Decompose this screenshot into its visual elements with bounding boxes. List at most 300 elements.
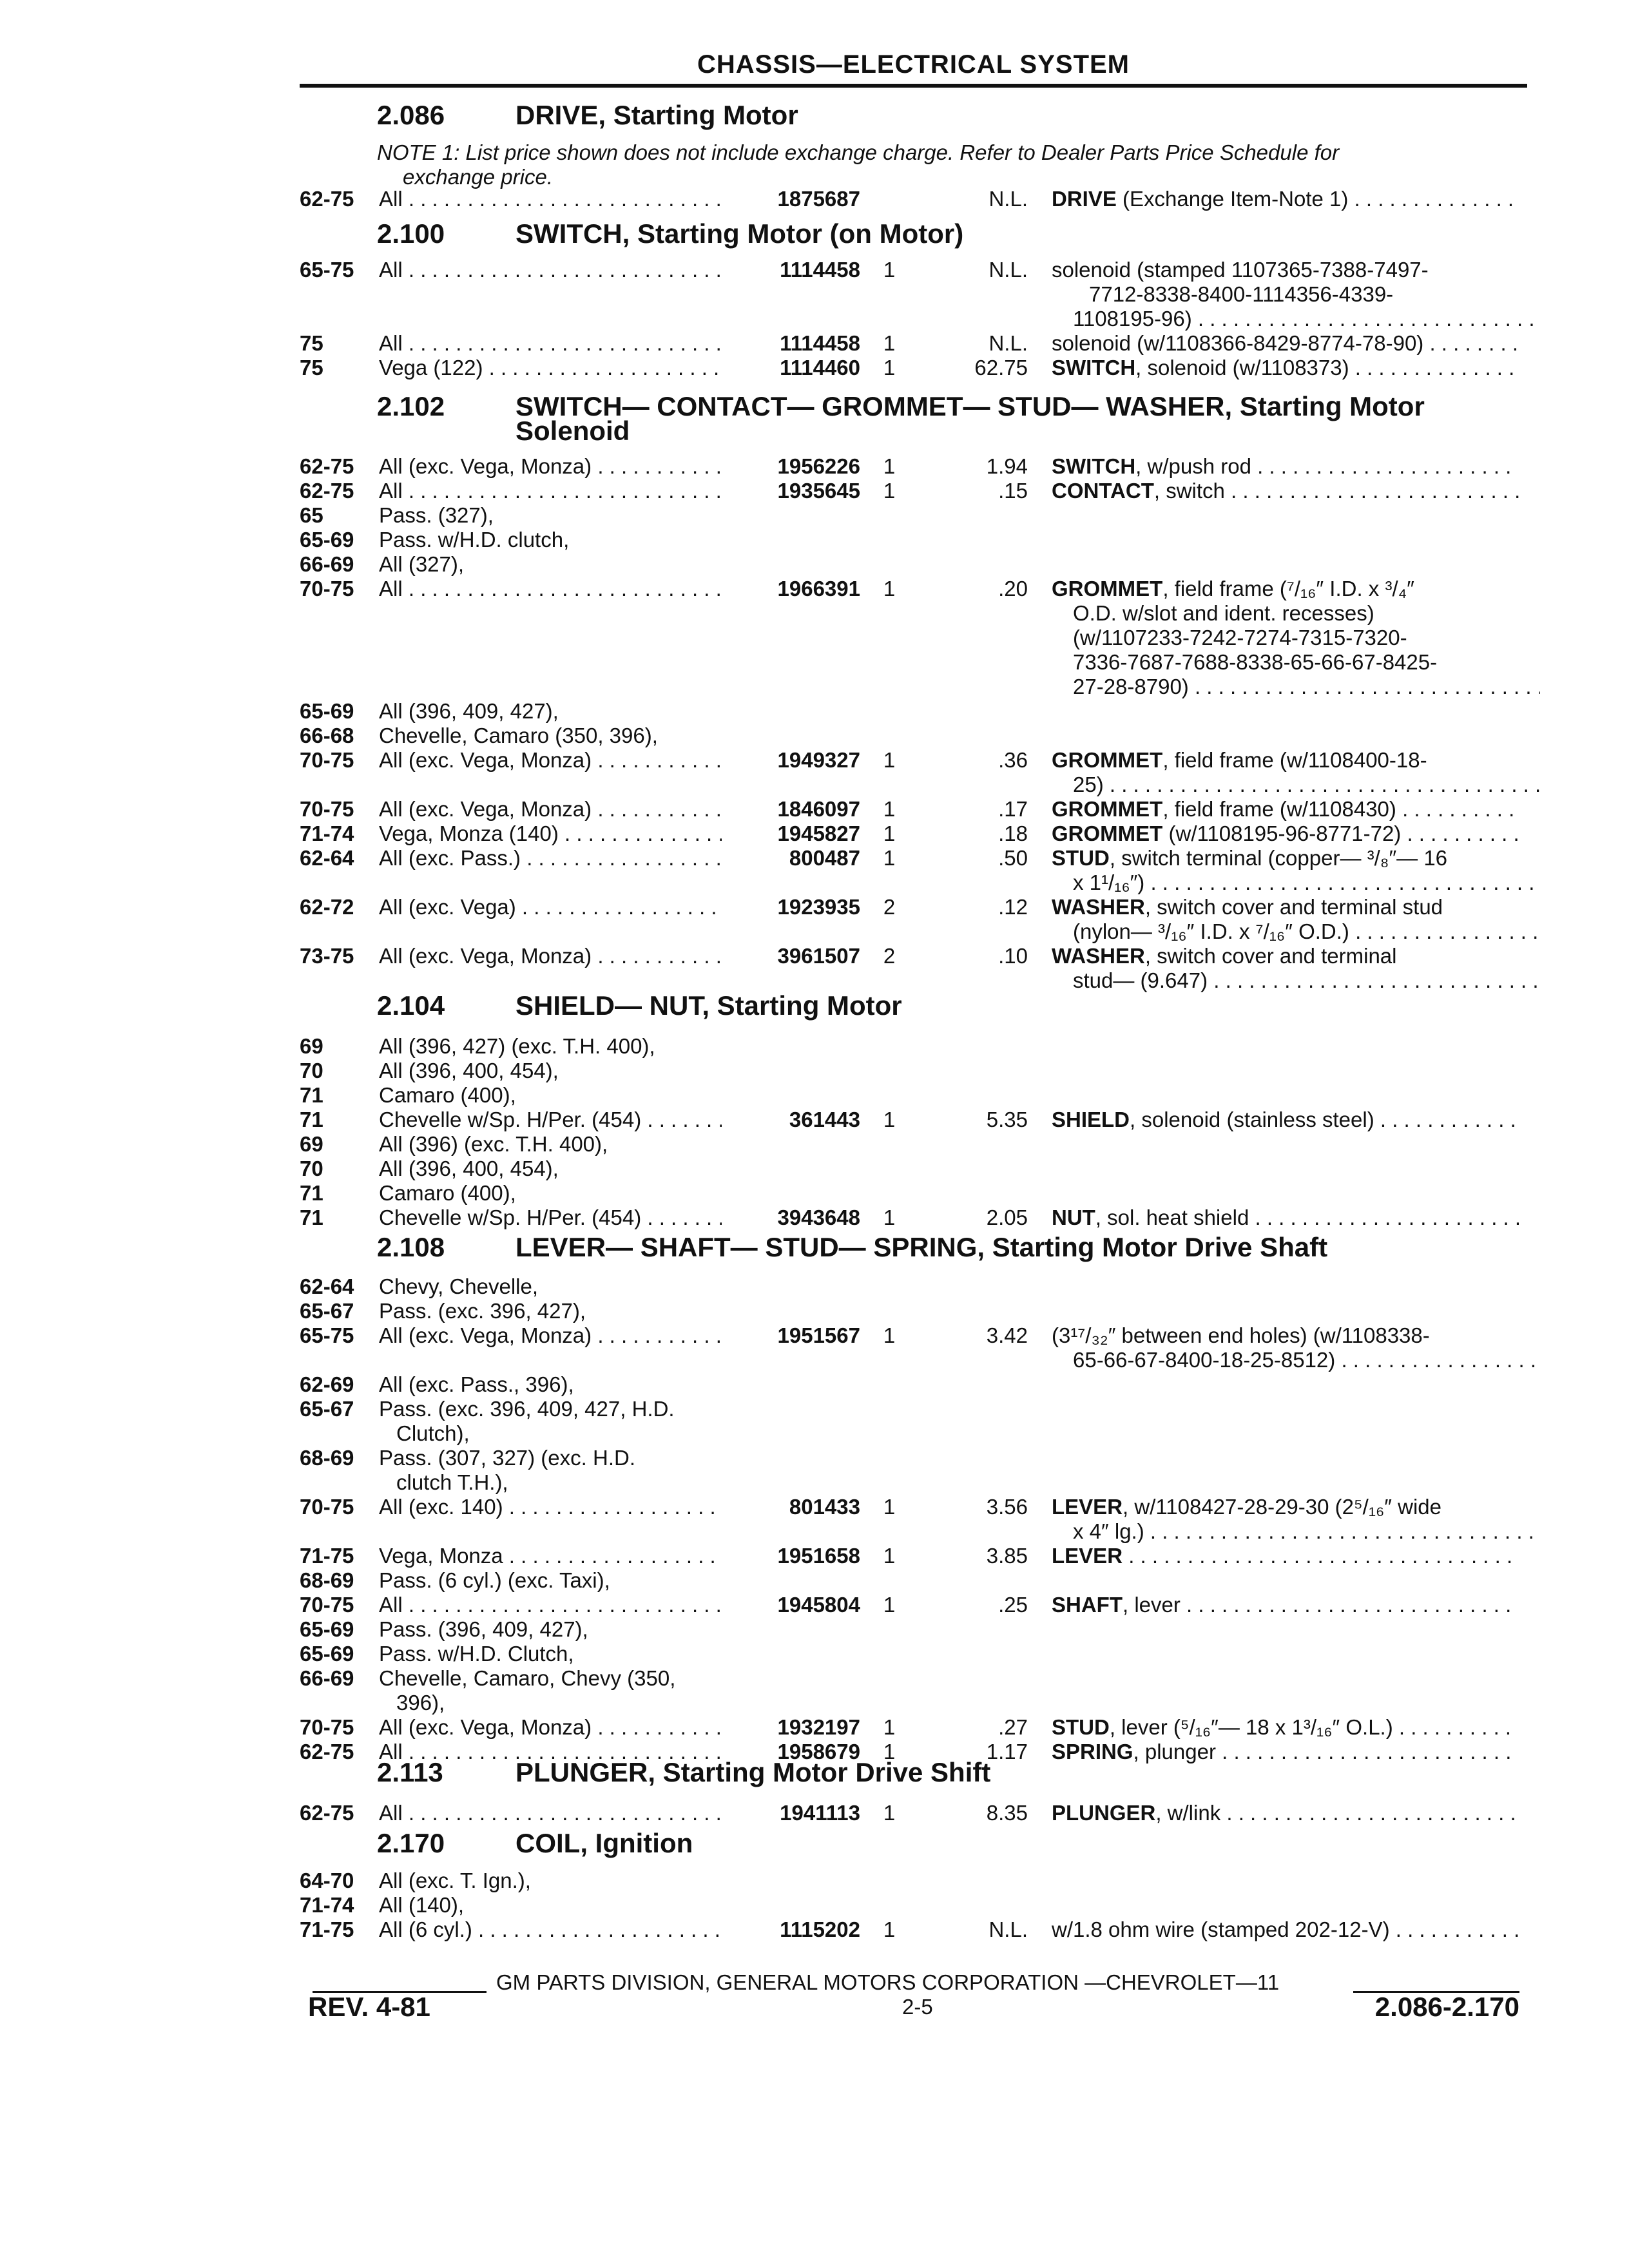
application-model <box>379 1593 722 1617</box>
part-name: GROMMET <box>1052 577 1163 601</box>
part-name: STUD <box>1052 846 1110 870</box>
application-model <box>379 552 722 577</box>
part-description-line <box>1073 919 1540 944</box>
table-row <box>0 1715 1629 1740</box>
part-number: 1115202 <box>780 1917 860 1941</box>
application-model <box>379 797 722 822</box>
table-row <box>0 331 1629 356</box>
application-model <box>379 895 722 919</box>
application-model-text: All (396) (exc. T.H. 400), <box>379 1132 608 1156</box>
model-year: 75 <box>300 331 323 355</box>
list-price: N.L. <box>988 331 1028 355</box>
table-row <box>0 1157 1629 1181</box>
part-description-text: 25) <box>1073 773 1104 796</box>
part-description-continued <box>0 307 1629 331</box>
application-model-text: Chevelle w/Sp. H/Per. (454) <box>379 1206 642 1229</box>
section-title: SWITCH, Starting Motor (on Motor) <box>516 218 964 249</box>
application-model-text: Chevy, Chevelle, <box>379 1274 539 1298</box>
part-name: LEVER <box>1052 1495 1123 1519</box>
part-description-text: , w/push rod <box>1135 454 1251 478</box>
page-header: CHASSIS—ELECTRICAL SYSTEM <box>300 45 1527 88</box>
part-description-line <box>1089 282 1556 307</box>
quantity: 1 <box>883 1801 896 1825</box>
section-title: DRIVE, Starting Motor <box>516 100 798 130</box>
quantity: 1 <box>883 846 896 870</box>
section-note: exchange price. <box>403 165 553 189</box>
application-model-text: All (140), <box>379 1893 465 1917</box>
part-description <box>1052 258 1519 282</box>
part-number: 1114460 <box>780 356 860 380</box>
table-row <box>0 1893 1629 1917</box>
part-description-text: , switch cover and terminal stud <box>1144 895 1443 919</box>
list-price: .18 <box>998 822 1028 845</box>
application-model-text: Camaro (400), <box>379 1181 516 1205</box>
table-row <box>0 1917 1629 1942</box>
part-description-text: (3¹⁷/₃₂″ between end holes) (w/1108338- <box>1052 1323 1430 1347</box>
quantity: 1 <box>883 797 896 821</box>
application-model-text: Vega, Monza <box>379 1544 503 1568</box>
part-number: 1932197 <box>777 1715 860 1739</box>
list-price: .25 <box>998 1593 1028 1617</box>
list-price: 8.35 <box>986 1801 1028 1825</box>
part-number: 1956226 <box>777 454 860 478</box>
application-model-text: All (exc. Vega, Monza) <box>379 944 592 968</box>
section-heading <box>377 1759 990 1786</box>
table-row <box>0 1446 1629 1470</box>
part-description-text: solenoid (w/1108366-8429-8774-78-90) <box>1052 331 1424 355</box>
model-year: 62-75 <box>300 187 354 211</box>
application-model-text: All (exc. Vega, Monza) <box>379 797 592 821</box>
model-year: 70-75 <box>300 577 354 601</box>
part-description <box>1052 1740 1519 1764</box>
application-model-text: All (396, 427) (exc. T.H. 400), <box>379 1034 655 1058</box>
part-description-line <box>1073 650 1540 675</box>
part-description-text: , field frame (w/1108400-18- <box>1162 748 1427 772</box>
model-year: 71 <box>300 1108 323 1131</box>
model-year: 65 <box>300 503 323 527</box>
application-model <box>379 331 722 356</box>
table-row <box>0 479 1629 503</box>
application-model <box>379 1617 722 1642</box>
application-model <box>379 1666 722 1691</box>
part-description-continued <box>0 675 1629 699</box>
table-row <box>0 258 1629 282</box>
part-description-text: (w/1107233-7242-7274-7315-7320- <box>1073 626 1407 649</box>
model-year: 64-70 <box>300 1869 354 1892</box>
section-heading <box>377 992 902 1019</box>
application-model <box>379 258 722 282</box>
application-model-text: Pass. w/H.D. Clutch, <box>379 1642 574 1666</box>
part-description <box>1052 1593 1519 1617</box>
part-description-text: 7712-8338-8400-1114356-4339- <box>1089 282 1394 306</box>
part-number: 1941113 <box>780 1801 860 1825</box>
section-heading <box>377 220 963 247</box>
application-model <box>379 1568 722 1593</box>
part-number: 1945804 <box>777 1593 860 1617</box>
application-model <box>379 1323 722 1348</box>
model-year: 65-67 <box>300 1299 354 1323</box>
quantity: 1 <box>883 1495 896 1519</box>
part-description-text: 65-66-67-8400-18-25-8512) <box>1073 1348 1336 1372</box>
quantity: 1 <box>883 1740 896 1763</box>
part-description-text: , plunger <box>1133 1740 1216 1763</box>
table-row <box>0 724 1629 748</box>
part-number: 1114458 <box>780 331 860 355</box>
list-price: 1.17 <box>986 1740 1028 1763</box>
table-row <box>0 699 1629 724</box>
part-description-continued <box>0 919 1629 944</box>
application-model-text: All <box>379 1801 403 1825</box>
application-model-text: All (exc. 140) <box>379 1495 503 1519</box>
part-description-continued <box>0 773 1629 797</box>
part-description <box>1052 577 1519 601</box>
list-price: .10 <box>998 944 1028 968</box>
table-row <box>0 1495 1629 1519</box>
part-number: 1875687 <box>777 187 860 211</box>
application-model <box>379 724 722 748</box>
section-title: PLUNGER, Starting Motor Drive Shift <box>516 1757 991 1787</box>
section-note: NOTE 1: List price shown does not include exchange charge. Refer to Dealer Parts Price Schedule for <box>377 140 1340 164</box>
part-number: 361443 <box>789 1108 860 1131</box>
part-description <box>1052 1495 1519 1519</box>
part-description-text: (nylon— ³/₁₆″ I.D. x ⁷/₁₆″ O.D.) <box>1073 919 1349 943</box>
table-row <box>0 1568 1629 1593</box>
section-number: 2.104 <box>377 990 445 1021</box>
quantity: 1 <box>883 748 896 772</box>
model-year: 73-75 <box>300 944 354 968</box>
model-year: 70-75 <box>300 797 354 821</box>
application-model-text: All <box>379 1740 403 1763</box>
part-description-text: , switch cover and terminal <box>1144 944 1397 968</box>
application-model-text: Chevelle w/Sp. H/Per. (454) <box>379 1108 642 1131</box>
model-year: 65-69 <box>300 1617 354 1641</box>
list-price: N.L. <box>988 258 1028 282</box>
part-description-text: solenoid (stamped 1107365-7388-7497- <box>1052 258 1429 282</box>
application-model <box>379 1059 722 1083</box>
section-heading <box>377 102 798 129</box>
application-model <box>379 748 722 773</box>
table-row <box>0 1108 1629 1132</box>
part-number: 1114458 <box>780 258 860 282</box>
list-price: 62.75 <box>974 356 1028 380</box>
table-row <box>0 1544 1629 1568</box>
model-year: 68-69 <box>300 1568 354 1592</box>
application-model-text: Pass. (6 cyl.) (exc. Taxi), <box>379 1568 610 1592</box>
application-model-text: Pass. (exc. 396, 409, 427, H.D. <box>379 1397 675 1421</box>
model-year: 71-74 <box>300 1893 354 1917</box>
table-row <box>0 944 1629 968</box>
model-year: 65-67 <box>300 1397 354 1421</box>
section-number: 2.170 <box>377 1828 445 1858</box>
part-description-continued <box>0 1348 1629 1372</box>
part-number: 1958679 <box>777 1740 860 1763</box>
part-description <box>1052 822 1519 846</box>
table-row <box>0 1059 1629 1083</box>
part-number: 1951567 <box>777 1323 860 1347</box>
list-price: .27 <box>998 1715 1028 1739</box>
application-model-continued <box>0 1421 1629 1446</box>
part-description <box>1052 1323 1519 1348</box>
part-description-continued <box>0 968 1629 993</box>
table-row <box>0 1666 1629 1691</box>
part-description-line <box>1073 968 1540 993</box>
table-row <box>0 503 1629 528</box>
quantity: 1 <box>883 479 896 503</box>
list-price: 5.35 <box>986 1108 1028 1131</box>
quantity: 2 <box>883 944 896 968</box>
part-description-text: , lever (⁵/₁₆″— 18 x 1³/₁₆″ O.L.) <box>1109 1715 1393 1739</box>
section-heading <box>377 1830 693 1857</box>
table-row <box>0 1869 1629 1893</box>
part-description-line <box>1073 601 1540 626</box>
application-model-text: Pass. (exc. 396, 427), <box>379 1299 586 1323</box>
part-description-text: stud— (9.647) <box>1073 968 1208 992</box>
table-row <box>0 454 1629 479</box>
quantity: 1 <box>883 356 896 380</box>
list-price: .12 <box>998 895 1028 919</box>
quantity: 1 <box>883 1593 896 1617</box>
table-row <box>0 187 1629 211</box>
table-row <box>0 1397 1629 1421</box>
model-year: 62-75 <box>300 479 354 503</box>
part-number: 1945827 <box>777 822 860 845</box>
part-description <box>1052 479 1519 503</box>
part-name: SHAFT <box>1052 1593 1123 1617</box>
part-description <box>1052 454 1519 479</box>
part-name: GROMMET <box>1052 748 1163 772</box>
table-row <box>0 1299 1629 1323</box>
application-model-text: All <box>379 479 403 503</box>
model-year: 71-74 <box>300 822 354 845</box>
application-model-text: All <box>379 258 403 282</box>
list-price: .15 <box>998 479 1028 503</box>
model-year: 62-72 <box>300 895 354 919</box>
quantity: 1 <box>883 1715 896 1739</box>
part-number: 1951658 <box>777 1544 860 1568</box>
section-title: SWITCH— CONTACT— GROMMET— STUD— WASHER, Starting Motor <box>516 391 1425 421</box>
model-year: 71 <box>300 1206 323 1229</box>
list-price: .20 <box>998 577 1028 601</box>
part-description <box>1052 1715 1519 1740</box>
quantity: 1 <box>883 331 896 355</box>
part-description <box>1052 1206 1519 1230</box>
part-description <box>1052 331 1519 356</box>
part-description-continued <box>0 626 1629 650</box>
part-number: 1846097 <box>777 797 860 821</box>
section-number: 2.100 <box>377 218 445 249</box>
application-model-continued <box>0 1470 1629 1495</box>
part-name: STUD <box>1052 1715 1110 1739</box>
footer-division: GM PARTS DIVISION, GENERAL MOTORS CORPORATION —CHEVROLET—11 <box>496 1970 1280 1994</box>
table-row <box>0 1642 1629 1666</box>
part-description-text: , sol. heat shield <box>1095 1206 1249 1229</box>
table-row <box>0 1181 1629 1206</box>
part-name: SHIELD <box>1052 1108 1130 1131</box>
part-description-text: x 1¹/₁₆″) <box>1073 870 1145 894</box>
section-number: 2.086 <box>377 100 445 130</box>
application-model <box>379 1083 722 1108</box>
table-row <box>0 1617 1629 1642</box>
application-model <box>379 1274 722 1299</box>
application-model-text: Camaro (400), <box>379 1083 516 1107</box>
model-year: 71 <box>300 1083 323 1107</box>
model-year: 66-68 <box>300 724 354 747</box>
part-description-text: (Exchange Item-Note 1) <box>1116 187 1349 211</box>
list-price: .36 <box>998 748 1028 772</box>
quantity: 1 <box>883 258 896 282</box>
application-model-text: All (6 cyl.) <box>379 1917 472 1941</box>
part-description-text: w/1.8 ohm wire (stamped 202-12-V) <box>1052 1917 1390 1941</box>
quantity: 1 <box>883 1206 896 1229</box>
application-model <box>379 528 722 552</box>
part-description-text: 1108195-96) <box>1073 307 1192 331</box>
list-price: 3.85 <box>986 1544 1028 1568</box>
part-description-line <box>1073 870 1540 895</box>
application-model-text: Pass. (307, 327) (exc. H.D. <box>379 1446 635 1470</box>
part-description <box>1052 846 1519 870</box>
part-description <box>1052 1108 1519 1132</box>
application-model <box>379 1715 722 1740</box>
part-description <box>1052 1917 1519 1942</box>
quantity: 1 <box>883 1323 896 1347</box>
part-name: SWITCH <box>1052 454 1136 478</box>
footer-page-number: 2-5 <box>902 1995 933 2019</box>
table-row <box>0 797 1629 822</box>
application-model <box>379 1869 722 1893</box>
part-number: 3961507 <box>777 944 860 968</box>
application-model-text: Pass. (327), <box>379 503 494 527</box>
section-number: 2.108 <box>377 1232 445 1262</box>
model-year: 65-75 <box>300 258 354 282</box>
model-year: 62-75 <box>300 1801 354 1825</box>
application-model-text: All (exc. Vega, Monza) <box>379 1715 592 1739</box>
list-price: 3.42 <box>986 1323 1028 1347</box>
model-year: 70 <box>300 1059 323 1082</box>
list-price: 2.05 <box>986 1206 1028 1229</box>
application-model-text: Pass. (396, 409, 427), <box>379 1617 588 1641</box>
table-row <box>0 356 1629 380</box>
application-model-text: Clutch), <box>396 1421 470 1445</box>
section-number: 2.102 <box>377 391 445 421</box>
quantity: 1 <box>883 577 896 601</box>
list-price: 3.56 <box>986 1495 1028 1519</box>
application-model-text: Vega, Monza (140) <box>379 822 559 845</box>
table-row <box>0 1593 1629 1617</box>
application-model <box>379 1108 722 1132</box>
application-model <box>379 1446 722 1470</box>
part-description-continued <box>0 282 1629 307</box>
table-row <box>0 1274 1629 1299</box>
application-model <box>379 187 722 211</box>
application-model-text: Vega (122) <box>379 356 483 380</box>
list-price: .50 <box>998 846 1028 870</box>
application-model-text: All (396, 400, 454), <box>379 1059 559 1082</box>
part-name: NUT <box>1052 1206 1095 1229</box>
quantity: 1 <box>883 1544 896 1568</box>
part-description-text: , switch terminal (copper— ³/₈″— 16 <box>1109 846 1448 870</box>
section-heading <box>377 1234 1327 1261</box>
section-title: SHIELD— NUT, Starting Motor <box>516 990 902 1021</box>
part-description-text: , field frame (w/1108430) <box>1162 797 1396 821</box>
part-description <box>1052 895 1519 919</box>
application-model <box>379 1642 722 1666</box>
table-row <box>0 822 1629 846</box>
table-row <box>0 1801 1629 1825</box>
part-description <box>1052 748 1519 773</box>
application-model-continued <box>0 1691 1629 1715</box>
application-model <box>379 846 722 870</box>
part-name: SWITCH <box>1052 356 1136 380</box>
part-description-line <box>1073 675 1540 699</box>
model-year: 69 <box>300 1132 323 1156</box>
application-model <box>379 577 722 601</box>
part-description-text: , field frame (⁷/₁₆″ I.D. x ³/₄″ <box>1162 577 1414 601</box>
table-row <box>0 552 1629 577</box>
part-name: SPRING <box>1052 1740 1133 1763</box>
table-row <box>0 577 1629 601</box>
quantity: 2 <box>883 895 896 919</box>
application-model-text: All (396, 400, 454), <box>379 1157 559 1180</box>
table-row <box>0 846 1629 870</box>
model-year: 62-75 <box>300 454 354 478</box>
application-model-text: All (327), <box>379 552 465 576</box>
application-model-text: All (exc. Pass.) <box>379 846 521 870</box>
quantity: 1 <box>883 1108 896 1131</box>
table-row <box>0 1132 1629 1157</box>
table-row <box>0 1083 1629 1108</box>
application-model-text: Pass. w/H.D. clutch, <box>379 528 570 552</box>
part-description <box>1052 187 1519 211</box>
table-row <box>0 1206 1629 1230</box>
application-model-text: All (exc. Pass., 396), <box>379 1372 574 1396</box>
application-model <box>379 356 722 380</box>
part-description-text: , lever <box>1123 1593 1181 1617</box>
application-model <box>379 1495 722 1519</box>
application-model <box>379 699 722 724</box>
model-year: 62-69 <box>300 1372 354 1396</box>
part-number: 1935645 <box>777 479 860 503</box>
part-name: DRIVE <box>1052 187 1117 211</box>
application-model-text: All (exc. Vega, Monza) <box>379 454 592 478</box>
part-description-line <box>1073 1348 1540 1372</box>
model-year: 62-75 <box>300 1740 354 1763</box>
part-description-continued <box>0 650 1629 675</box>
part-description-line <box>1073 307 1540 331</box>
model-year: 65-69 <box>300 1642 354 1666</box>
application-model <box>379 1181 722 1206</box>
application-model-text: All (396, 409, 427), <box>379 699 559 723</box>
model-year: 62-64 <box>300 1274 354 1298</box>
application-model <box>379 1372 722 1397</box>
model-year: 70 <box>300 1157 323 1180</box>
list-price: N.L. <box>988 187 1028 211</box>
application-model <box>379 479 722 503</box>
part-description-continued <box>0 1519 1629 1544</box>
part-description-line <box>1073 626 1540 650</box>
application-model <box>379 1544 722 1568</box>
part-description-text: (w/1108195-96-8771-72) <box>1162 822 1402 845</box>
model-year: 70-75 <box>300 748 354 772</box>
model-year: 70-75 <box>300 1593 354 1617</box>
part-description-text: , w/1108427-28-29-30 (2⁵/₁₆″ wide <box>1123 1495 1441 1519</box>
part-description <box>1052 356 1519 380</box>
application-model-text: All (exc. T. Ign.), <box>379 1869 531 1892</box>
application-model-text: All (exc. Vega, Monza) <box>379 748 592 772</box>
application-model <box>379 1157 722 1181</box>
part-description <box>1052 1801 1519 1825</box>
application-model <box>379 503 722 528</box>
part-description-text: , switch <box>1153 479 1225 503</box>
